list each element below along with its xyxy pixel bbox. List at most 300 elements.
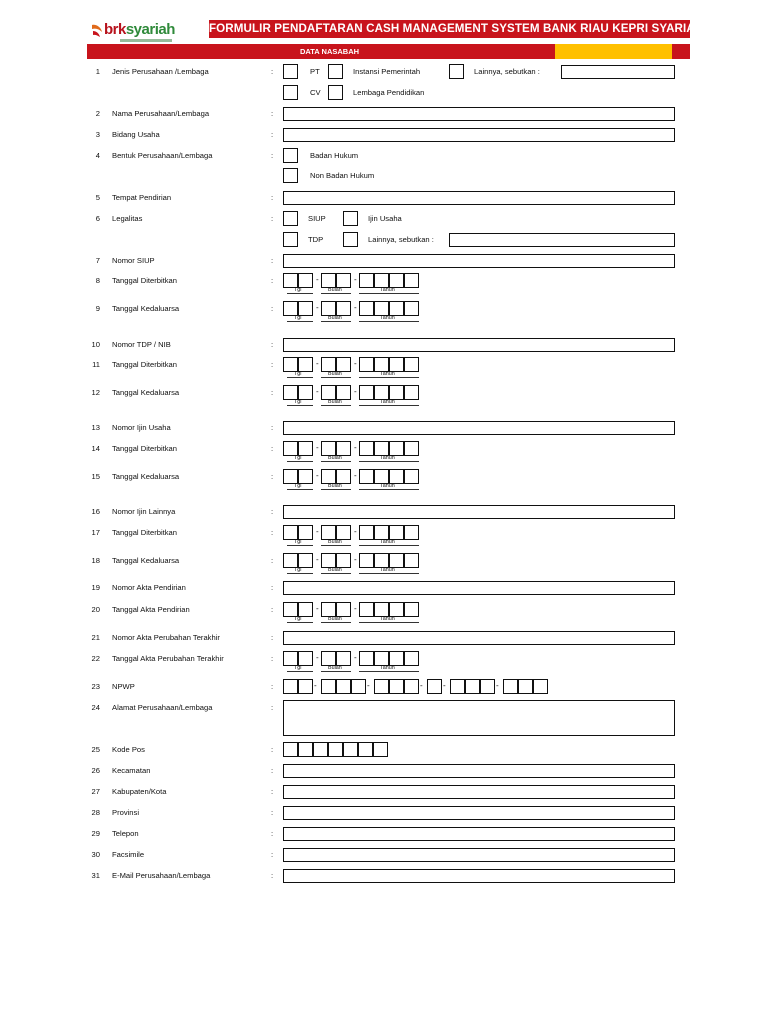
form-row-nama-perusahaan	[0, 106, 768, 122]
month-digit-box[interactable]	[336, 469, 351, 484]
year-digit-box[interactable]	[359, 602, 374, 617]
month-digit-box[interactable]	[321, 441, 336, 456]
day-digit-box[interactable]	[283, 273, 298, 288]
form-row-nomor-ijin-usaha	[0, 420, 768, 436]
month-digit-box[interactable]	[321, 273, 336, 288]
row-colon: :	[271, 444, 274, 453]
form-row-ijin-lainnya-tanggal-diterbitkan	[0, 525, 768, 545]
npwp-digit-box[interactable]	[389, 679, 404, 694]
row-number: 26	[91, 766, 100, 775]
row-number: 22	[91, 654, 100, 663]
nomor-tdp-input[interactable]	[283, 338, 675, 352]
kode-pos-digit-box[interactable]	[283, 742, 298, 757]
year-digit-box[interactable]	[374, 273, 389, 288]
month-digit-box[interactable]	[336, 385, 351, 400]
form-row-ijin-usaha-tanggal-diterbitkan	[0, 441, 768, 461]
nama-perusahaan-input[interactable]	[283, 107, 675, 121]
row-number: 11	[92, 360, 100, 369]
year-digit-box[interactable]	[404, 273, 419, 288]
year-digit-box[interactable]	[359, 385, 374, 400]
year-digit-box[interactable]	[359, 441, 374, 456]
row-number: 25	[91, 745, 100, 754]
kode-pos-digit-box[interactable]	[358, 742, 373, 757]
date-input-group	[283, 602, 423, 626]
bulan-label: Bulan	[328, 539, 342, 545]
row-number: 30	[91, 850, 100, 859]
nomor-siup-input[interactable]	[283, 254, 675, 268]
date-underline	[287, 489, 313, 490]
year-digit-box[interactable]	[389, 441, 404, 456]
month-digit-box[interactable]	[321, 357, 336, 372]
form-row-nomor-siup	[0, 253, 768, 269]
npwp-digit-box[interactable]	[427, 679, 442, 694]
row-colon: :	[271, 276, 274, 285]
year-digit-box[interactable]	[359, 553, 374, 568]
day-digit-box[interactable]	[298, 602, 313, 617]
row-label: Legalitas	[112, 214, 143, 223]
form-row-bentuk-perusahaan-2	[0, 168, 768, 184]
day-digit-box[interactable]	[298, 441, 313, 456]
tahun-label: Tahun	[380, 455, 395, 461]
row-number: 23	[91, 682, 100, 691]
date-underline	[321, 321, 351, 322]
year-digit-box[interactable]	[374, 357, 389, 372]
kode-pos-digit-box[interactable]	[313, 742, 328, 757]
year-digit-box[interactable]	[389, 469, 404, 484]
form-row-nomor-akta-perubahan	[0, 630, 768, 646]
date-separator: -	[354, 443, 357, 452]
row-colon: :	[271, 214, 274, 223]
day-digit-box[interactable]	[283, 553, 298, 568]
checkbox-lainnya[interactable]	[449, 64, 464, 79]
row-label: Jenis Perusahaan /Lembaga	[112, 67, 209, 76]
npwp-separator: -	[496, 681, 499, 690]
row-label: Tanggal Diterbitkan	[112, 528, 178, 537]
date-underline	[321, 293, 351, 294]
form-row-kecamatan	[0, 763, 768, 779]
nomor-ijin-lainnya-input[interactable]	[283, 505, 675, 519]
form-row-telepon	[0, 826, 768, 842]
nomor-akta-pendirian-input[interactable]	[283, 581, 675, 595]
year-digit-box[interactable]	[404, 651, 419, 666]
npwp-digit-box[interactable]	[283, 679, 298, 694]
year-digit-box[interactable]	[389, 651, 404, 666]
npwp-digit-box[interactable]	[450, 679, 465, 694]
row-number: 17	[91, 528, 100, 537]
row-label: Tanggal Akta Pendirian	[112, 605, 190, 614]
day-digit-box[interactable]	[283, 301, 298, 316]
month-digit-box[interactable]	[336, 651, 351, 666]
row-label: Nomor Akta Perubahan Terakhir	[112, 633, 220, 642]
year-digit-box[interactable]	[389, 301, 404, 316]
section-header-data-nasabah	[87, 44, 690, 59]
checkbox-legalitas-lainnya[interactable]	[343, 232, 358, 247]
option-label-ijin-usaha: Ijin Usaha	[368, 214, 402, 223]
date-underline	[359, 321, 419, 322]
tgl-label: Tgl	[294, 539, 302, 545]
kode-pos-digit-box[interactable]	[343, 742, 358, 757]
bulan-label: Bulan	[328, 399, 342, 405]
npwp-digit-box[interactable]	[351, 679, 366, 694]
row-colon: :	[271, 507, 274, 516]
row-colon: :	[271, 304, 274, 313]
year-digit-box[interactable]	[374, 301, 389, 316]
facsimile-input[interactable]	[283, 848, 675, 862]
year-digit-box[interactable]	[389, 525, 404, 540]
tahun-label: Tahun	[380, 399, 395, 405]
year-digit-box[interactable]	[359, 357, 374, 372]
row-label: E-Mail Perusahaan/Lembaga	[112, 871, 211, 880]
checkbox-ijin-usaha[interactable]	[343, 211, 358, 226]
telepon-input[interactable]	[283, 827, 675, 841]
npwp-digit-box[interactable]	[298, 679, 313, 694]
row-label: Provinsi	[112, 808, 140, 817]
form-row-tdp-tanggal-kedaluarsa	[0, 385, 768, 405]
row-label: Kabupaten/Kota	[112, 787, 167, 796]
row-number: 9	[95, 304, 100, 313]
form-row-ijin-usaha-tanggal-kedaluarsa	[0, 469, 768, 489]
tgl-label: Tgl	[294, 287, 302, 293]
date-underline	[321, 671, 351, 672]
date-underline	[287, 461, 313, 462]
row-colon: :	[271, 829, 274, 838]
checkbox-non-badan-hukum[interactable]	[283, 168, 298, 183]
npwp-digit-box[interactable]	[480, 679, 495, 694]
year-digit-box[interactable]	[404, 553, 419, 568]
year-digit-box[interactable]	[404, 525, 419, 540]
row-label: Kode Pos	[112, 745, 145, 754]
bulan-label: Bulan	[328, 616, 342, 622]
kode-pos-digit-box[interactable]	[328, 742, 343, 757]
month-digit-box[interactable]	[336, 301, 351, 316]
year-digit-box[interactable]	[389, 357, 404, 372]
checkbox-pt[interactable]	[283, 64, 298, 79]
date-separator: -	[354, 604, 357, 613]
tempat-pendirian-input[interactable]	[283, 191, 675, 205]
day-digit-box[interactable]	[298, 385, 313, 400]
date-separator: -	[316, 443, 319, 452]
date-separator: -	[316, 303, 319, 312]
year-digit-box[interactable]	[404, 357, 419, 372]
row-label: Alamat Perusahaan/Lembaga	[112, 703, 213, 712]
form-row-ijin-lainnya-tanggal-kedaluarsa	[0, 553, 768, 573]
checkbox-lembaga-pendidikan[interactable]	[328, 85, 343, 100]
day-digit-box[interactable]	[298, 525, 313, 540]
form-row-bentuk-perusahaan	[0, 148, 768, 164]
form-row-provinsi	[0, 805, 768, 821]
year-digit-box[interactable]	[359, 301, 374, 316]
form-row-tanggal-akta-pendirian	[0, 602, 768, 622]
tahun-label: Tahun	[380, 616, 395, 622]
kecamatan-input[interactable]	[283, 764, 675, 778]
month-digit-box[interactable]	[321, 525, 336, 540]
checkbox-siup[interactable]	[283, 211, 298, 226]
row-number: 4	[95, 151, 100, 160]
year-digit-box[interactable]	[389, 602, 404, 617]
row-colon: :	[271, 787, 274, 796]
month-digit-box[interactable]	[321, 651, 336, 666]
alamat-textarea[interactable]	[283, 700, 675, 736]
day-digit-box[interactable]	[298, 553, 313, 568]
day-digit-box[interactable]	[283, 385, 298, 400]
day-digit-box[interactable]	[283, 525, 298, 540]
year-digit-box[interactable]	[374, 385, 389, 400]
form-row-tanggal-akta-perubahan	[0, 651, 768, 671]
npwp-digit-box[interactable]	[465, 679, 480, 694]
tahun-label: Tahun	[380, 539, 395, 545]
row-colon: :	[271, 360, 274, 369]
date-separator: -	[316, 555, 319, 564]
checkbox-badan-hukum[interactable]	[283, 148, 298, 163]
row-colon: :	[271, 388, 274, 397]
row-colon: :	[271, 472, 274, 481]
form-row-nomor-ijin-lainnya	[0, 504, 768, 520]
year-digit-box[interactable]	[404, 441, 419, 456]
date-underline	[287, 545, 313, 546]
day-digit-box[interactable]	[283, 651, 298, 666]
year-digit-box[interactable]	[359, 651, 374, 666]
logo-wordmark-s: syariah	[125, 21, 175, 38]
provinsi-input[interactable]	[283, 806, 675, 820]
row-label: Nomor Ijin Usaha	[112, 423, 171, 432]
year-digit-box[interactable]	[374, 651, 389, 666]
bulan-label: Bulan	[328, 483, 342, 489]
date-separator: -	[316, 471, 319, 480]
date-input-group	[283, 441, 423, 465]
form-title: FORMULIR PENDAFTARAN CASH MANAGEMENT SYSTEM BANK RIAU KEPRI SYARIAH	[209, 20, 690, 38]
month-digit-box[interactable]	[336, 553, 351, 568]
bulan-label: Bulan	[328, 455, 342, 461]
year-digit-box[interactable]	[359, 273, 374, 288]
date-separator: -	[316, 275, 319, 284]
row-colon: :	[271, 528, 274, 537]
date-separator: -	[354, 275, 357, 284]
row-colon: :	[271, 605, 274, 614]
npwp-separator: -	[420, 681, 423, 690]
bidang-usaha-input[interactable]	[283, 128, 675, 142]
tgl-label: Tgl	[294, 315, 302, 321]
kode-pos-digit-box[interactable]	[373, 742, 388, 757]
row-label: Tanggal Diterbitkan	[112, 360, 178, 369]
row-label: Telepon	[112, 829, 139, 838]
checkbox-tdp[interactable]	[283, 232, 298, 247]
row-number: 18	[91, 556, 100, 565]
checkbox-cv[interactable]	[283, 85, 298, 100]
npwp-separator: -	[443, 681, 446, 690]
day-digit-box[interactable]	[298, 301, 313, 316]
year-digit-box[interactable]	[389, 553, 404, 568]
npwp-digit-box[interactable]	[533, 679, 548, 694]
form-row-npwp	[0, 679, 768, 695]
date-input-group	[283, 273, 423, 297]
date-underline	[287, 573, 313, 574]
tahun-label: Tahun	[380, 287, 395, 293]
bulan-label: Bulan	[328, 315, 342, 321]
row-label: Bidang Usaha	[112, 130, 160, 139]
day-digit-box[interactable]	[283, 469, 298, 484]
date-input-group	[283, 651, 423, 675]
year-digit-box[interactable]	[374, 469, 389, 484]
legalitas-lainnya-input[interactable]	[449, 233, 675, 247]
row-label: Tanggal Kedaluarsa	[112, 556, 180, 565]
brk-syariah-logo	[90, 20, 190, 44]
email-input[interactable]	[283, 869, 675, 883]
jenis-lainnya-input[interactable]	[561, 65, 675, 79]
logo-mark-icon	[90, 22, 104, 40]
form-row-facsimile	[0, 847, 768, 863]
month-digit-box[interactable]	[336, 441, 351, 456]
row-colon: :	[271, 682, 274, 691]
month-digit-box[interactable]	[336, 357, 351, 372]
date-input-group	[283, 357, 423, 381]
option-label-instansi-pemerintah: Instansi Pemerintah	[353, 67, 421, 76]
month-digit-box[interactable]	[321, 469, 336, 484]
month-digit-box[interactable]	[321, 301, 336, 316]
kabupaten-kota-input[interactable]	[283, 785, 675, 799]
tgl-label: Tgl	[294, 399, 302, 405]
day-digit-box[interactable]	[298, 273, 313, 288]
form-row-legalitas-2	[0, 232, 768, 248]
row-colon: :	[271, 151, 274, 160]
date-underline	[359, 573, 419, 574]
date-underline	[321, 377, 351, 378]
npwp-digit-box[interactable]	[503, 679, 518, 694]
form-row-kabupaten-kota	[0, 784, 768, 800]
month-digit-box[interactable]	[321, 602, 336, 617]
row-number: 29	[91, 829, 100, 838]
row-colon: :	[271, 583, 274, 592]
row-number: 19	[91, 583, 100, 592]
bulan-label: Bulan	[328, 665, 342, 671]
form-row-tdp-tanggal-diterbitkan	[0, 357, 768, 377]
row-colon: :	[271, 423, 274, 432]
npwp-digit-box[interactable]	[321, 679, 336, 694]
option-label-cv: CV	[310, 88, 321, 97]
npwp-digit-box[interactable]	[404, 679, 419, 694]
year-digit-box[interactable]	[374, 525, 389, 540]
bulan-label: Bulan	[328, 567, 342, 573]
row-colon: :	[271, 850, 274, 859]
npwp-digit-box[interactable]	[336, 679, 351, 694]
day-digit-box[interactable]	[298, 469, 313, 484]
form-row-jenis-perusahaan	[0, 64, 768, 80]
day-digit-box[interactable]	[283, 602, 298, 617]
row-label: Tanggal Diterbitkan	[112, 444, 178, 453]
row-label: Tempat Pendirian	[112, 193, 172, 202]
year-digit-box[interactable]	[374, 553, 389, 568]
day-digit-box[interactable]	[283, 441, 298, 456]
option-label-legalitas-lainnya: Lainnya, sebutkan :	[368, 235, 434, 244]
date-separator: -	[354, 527, 357, 536]
option-label-non-badan-hukum: Non Badan Hukum	[310, 171, 375, 180]
year-digit-box[interactable]	[404, 385, 419, 400]
row-colon: :	[271, 340, 274, 349]
row-number: 3	[95, 130, 100, 139]
tgl-label: Tgl	[294, 483, 302, 489]
logo-wordmark-b: brk	[104, 21, 126, 38]
nomor-akta-perubahan-input[interactable]	[283, 631, 675, 645]
tahun-label: Tahun	[380, 665, 395, 671]
year-digit-box[interactable]	[404, 469, 419, 484]
day-digit-box[interactable]	[298, 357, 313, 372]
tgl-label: Tgl	[294, 616, 302, 622]
kode-pos-digit-box[interactable]	[298, 742, 313, 757]
day-digit-box[interactable]	[298, 651, 313, 666]
date-underline	[287, 321, 313, 322]
option-label-lembaga-pendidikan: Lembaga Pendidikan	[353, 88, 425, 97]
row-number: 10	[91, 340, 100, 349]
date-underline	[321, 622, 351, 623]
year-digit-box[interactable]	[359, 469, 374, 484]
date-underline	[321, 545, 351, 546]
day-digit-box[interactable]	[283, 357, 298, 372]
date-underline	[321, 573, 351, 574]
option-label-lainnya: Lainnya, sebutkan :	[474, 67, 540, 76]
row-colon: :	[271, 193, 274, 202]
date-input-group	[283, 469, 423, 493]
month-digit-box[interactable]	[321, 385, 336, 400]
row-label: NPWP	[112, 682, 135, 691]
date-input-group	[283, 385, 423, 409]
row-label: Nomor Ijin Lainnya	[112, 507, 176, 516]
row-number: 1	[95, 67, 100, 76]
year-digit-box[interactable]	[374, 602, 389, 617]
date-separator: -	[354, 303, 357, 312]
year-digit-box[interactable]	[389, 273, 404, 288]
nomor-ijin-usaha-input[interactable]	[283, 421, 675, 435]
logo-tagline-decor	[120, 39, 172, 42]
date-underline	[287, 293, 313, 294]
form-row-kode-pos	[0, 742, 768, 758]
date-separator: -	[354, 359, 357, 368]
row-colon: :	[271, 766, 274, 775]
option-label-tdp: TDP	[308, 235, 324, 244]
date-separator: -	[316, 359, 319, 368]
month-digit-box[interactable]	[336, 273, 351, 288]
form-row-legalitas	[0, 211, 768, 227]
date-separator: -	[354, 653, 357, 662]
row-number: 8	[95, 276, 100, 285]
date-underline	[287, 377, 313, 378]
row-colon: :	[271, 130, 274, 139]
option-label-siup: SIUP	[308, 214, 326, 223]
year-digit-box[interactable]	[359, 525, 374, 540]
npwp-digit-box[interactable]	[518, 679, 533, 694]
date-separator: -	[354, 471, 357, 480]
row-number: 27	[91, 787, 100, 796]
month-digit-box[interactable]	[336, 602, 351, 617]
month-digit-box[interactable]	[321, 553, 336, 568]
row-colon: :	[271, 745, 274, 754]
year-digit-box[interactable]	[389, 385, 404, 400]
year-digit-box[interactable]	[374, 441, 389, 456]
bulan-label: Bulan	[328, 371, 342, 377]
month-digit-box[interactable]	[336, 525, 351, 540]
year-digit-box[interactable]	[404, 602, 419, 617]
row-label: Bentuk Perusahaan/Lembaga	[112, 151, 213, 160]
option-label-pt: PT	[310, 67, 320, 76]
checkbox-instansi-pemerintah[interactable]	[328, 64, 343, 79]
form-row-nomor-akta-pendirian	[0, 580, 768, 596]
tgl-label: Tgl	[294, 567, 302, 573]
date-underline	[359, 671, 419, 672]
date-separator: -	[354, 387, 357, 396]
npwp-digit-box[interactable]	[374, 679, 389, 694]
date-underline	[359, 545, 419, 546]
year-digit-box[interactable]	[404, 301, 419, 316]
form-row-jenis-perusahaan-2	[0, 85, 768, 101]
section-accent	[555, 44, 672, 59]
